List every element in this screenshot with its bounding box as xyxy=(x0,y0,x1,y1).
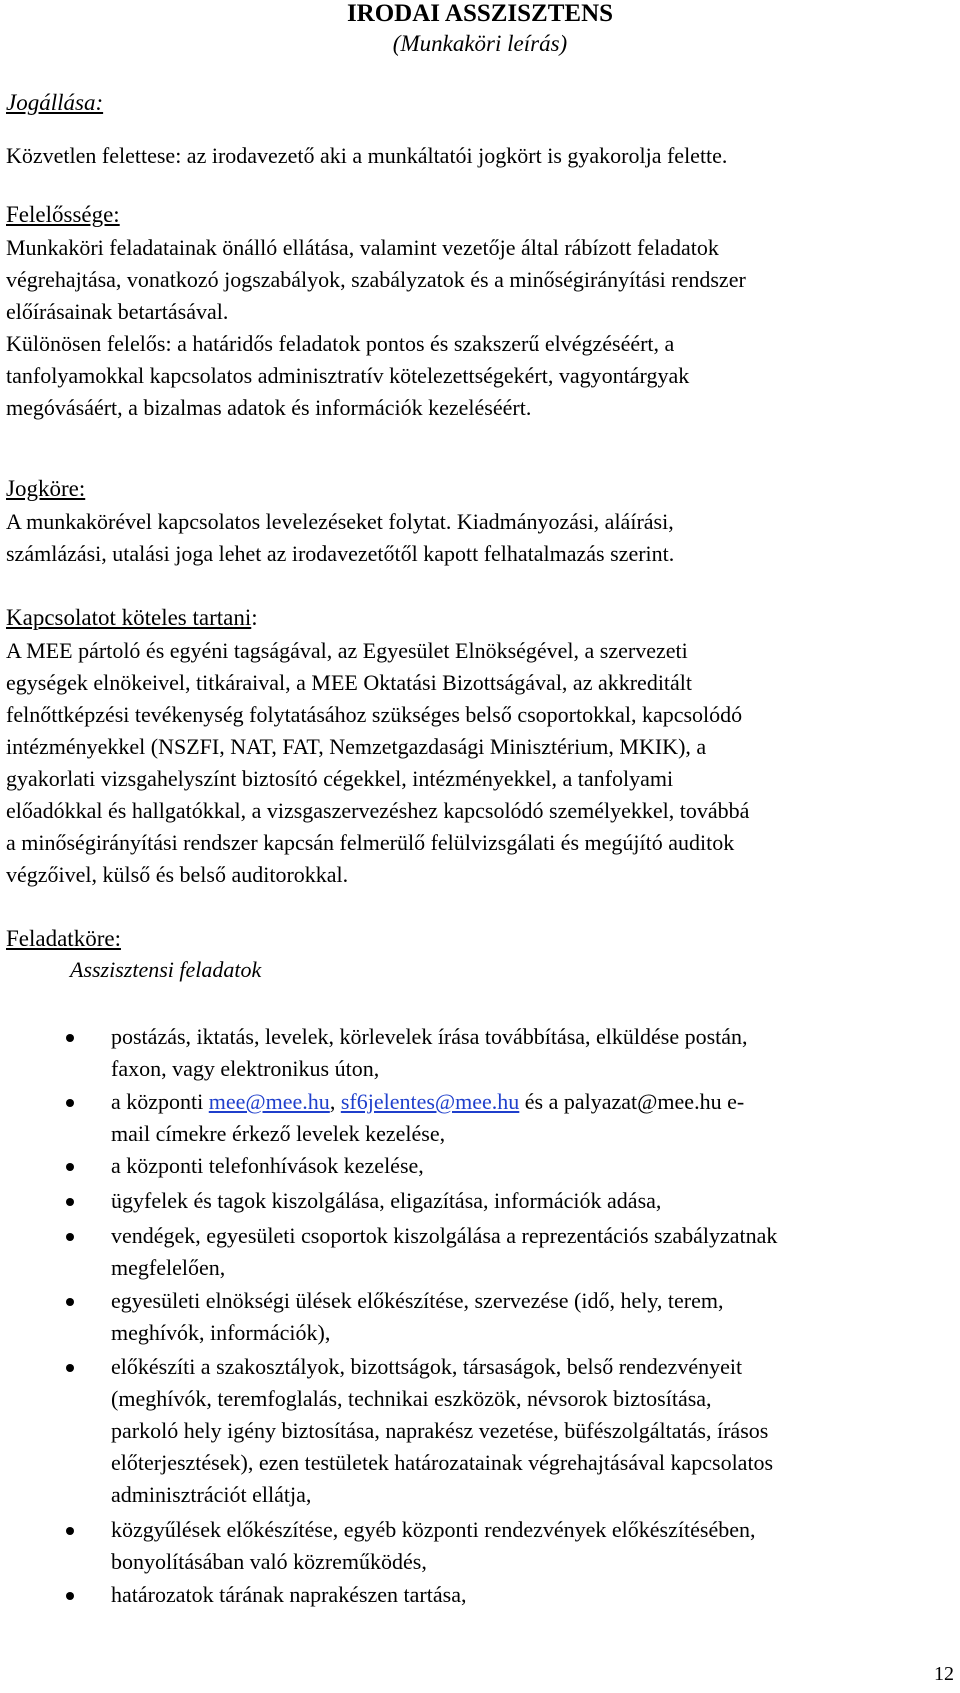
bullet-icon xyxy=(66,1099,74,1107)
text-line: felnőttképzési tevékenység folytatásához szükséges belső csoportokkal, kapcsolódó xyxy=(6,702,743,727)
text-line: végzőivel, külső és belső auditorokkal. xyxy=(6,862,349,887)
text-line: adminisztrációt ellátja, xyxy=(111,1482,312,1507)
text-line: A munkakörével kapcsolatos levelezéseket folytat. Kiadmányozási, aláírási, xyxy=(6,509,674,534)
page-number: 12 xyxy=(934,1663,954,1685)
text-line: előadókkal és hallgatókkal, a vizsgaszervezéshez kapcsolódó személyekkel, továbbá xyxy=(6,798,750,823)
text-prefix: a központi xyxy=(111,1089,209,1114)
bullet-icon xyxy=(66,1527,74,1535)
text-line: mail címekre érkező levelek kezelése, xyxy=(111,1121,446,1146)
text-suffix: és a palyazat@mee.hu e- xyxy=(519,1089,745,1114)
text-line: egyesületi elnökségi ülések előkészítése, szervezése (idő, hely, terem, xyxy=(111,1288,724,1313)
email-link-sf6jelentes[interactable]: sf6jelentes@mee.hu xyxy=(340,1089,520,1114)
text-line: A MEE pártoló és egyéni tagságával, az Egyesület Elnökségével, a szervezeti xyxy=(6,638,688,663)
text-line: bonyolításában való közreműködés, xyxy=(111,1549,427,1574)
heading-jogallasa: Jogállása: xyxy=(6,90,104,115)
text-line: megfelelően, xyxy=(111,1255,226,1280)
text-line: egységek elnökeivel, titkáraival, a MEE Oktatási Bizottságával, az akkreditált xyxy=(6,670,693,695)
text-line: postázás, iktatás, levelek, körlevelek írása továbbítása, elküldése postán, xyxy=(111,1024,748,1049)
text-line: ügyfelek és tagok kiszolgálása, eligazítása, információk adása, xyxy=(111,1188,662,1213)
heading-kapcsolat-colon: : xyxy=(251,605,258,630)
text-line: határozatok tárának naprakészen tartása, xyxy=(111,1582,467,1607)
text-line xyxy=(111,1086,744,1118)
text-line: a minőségirányítási rendszer kapcsán felmerülő felülvizsgálati és megújító auditok xyxy=(6,830,735,855)
text-line: előírásainak betartásával. xyxy=(6,299,229,324)
text-line: végrehajtása, vonatkozó jogszabályok, szabályzatok és a minőségirányítási rendszer xyxy=(6,267,746,292)
subheading-asszisztensi: Asszisztensi feladatok xyxy=(70,957,262,982)
text-line: meghívók, információk), xyxy=(111,1320,331,1345)
list-item-text xyxy=(111,1086,744,1150)
page-title: IRODAI ASSZISZTENS xyxy=(346,0,614,27)
text-line: faxon, vagy elektronikus úton, xyxy=(111,1056,380,1081)
heading-kapcsolat-text: Kapcsolatot köteles tartani xyxy=(6,605,252,630)
list-item-text xyxy=(111,1021,748,1085)
text-line: (meghívók, teremfoglalás, technikai eszközök, névsorok biztosítása, xyxy=(111,1386,712,1411)
text-line: tanfolyamokkal kapcsolatos adminisztratív kötelezettségekért, vagyontárgyak xyxy=(6,363,690,388)
heading-jogkore: Jogköre: xyxy=(6,476,86,501)
text-line: előkészíti a szakosztályok, bizottságok, társaságok, belső rendezvényeit xyxy=(111,1354,743,1379)
text-line: megóvásáért, a bizalmas adatok és információk kezeléséért. xyxy=(6,395,532,420)
email-link-mee[interactable]: mee@mee.hu xyxy=(208,1089,330,1114)
list-item-text xyxy=(111,1351,773,1511)
list-item-text xyxy=(111,1220,777,1284)
text-line: Munkaköri feladatainak önálló ellátása, valamint vezetője által rábízott feladatok xyxy=(6,235,719,260)
text-line: gyakorlati vizsgahelyszínt biztosító cégekkel, intézményekkel, a tanfolyami xyxy=(6,766,674,791)
text-line: Közvetlen felettese: az irodavezető aki a munkáltatói jogkört is gyakorolja felette. xyxy=(6,143,728,168)
text-separator: , xyxy=(329,1089,341,1114)
heading-feladatkore: Feladatköre: xyxy=(6,926,121,951)
bullet-icon xyxy=(66,1364,74,1372)
text-line: előterjesztések), ezen testületek határozatainak végrehajtásával kapcsolatos xyxy=(111,1450,774,1475)
text-line: számlázási, utalási joga lehet az irodavezetőtől kapott felhatalmazás szerint. xyxy=(6,541,675,566)
bullet-icon xyxy=(66,1233,74,1241)
bullet-icon xyxy=(66,1163,74,1171)
bullet-icon xyxy=(66,1034,74,1042)
text-line: vendégek, egyesületi csoportok kiszolgálása a reprezentációs szabályzatnak xyxy=(111,1223,778,1248)
text-line: Különösen felelős: a határidős feladatok pontos és szakszerű elvégzéséért, a xyxy=(6,331,675,356)
heading-felelossege: Felelőssége: xyxy=(6,202,120,227)
list-item-text xyxy=(111,1579,466,1611)
text-line: parkoló hely igény biztosítása, naprakész vezetése, büfészolgáltatás, írásos xyxy=(111,1418,769,1443)
text-line: a központi telefonhívások kezelése, xyxy=(111,1153,424,1178)
paragraph-kapcsolat xyxy=(6,635,749,891)
paragraph-jogallasa xyxy=(6,140,727,172)
paragraph-felelossege xyxy=(6,232,746,424)
paragraph-jogkore xyxy=(6,506,674,570)
text-line: közgyűlések előkészítése, egyéb központi rendezvények előkészítésében, xyxy=(111,1517,756,1542)
bullet-icon xyxy=(66,1198,74,1206)
list-item-text xyxy=(111,1185,661,1217)
bullet-icon xyxy=(66,1298,74,1306)
text-line: intézményekkel (NSZFI, NAT, FAT, Nemzetgazdasági Minisztérium, MKIK), a xyxy=(6,734,707,759)
page-subtitle: (Munkaköri leírás) xyxy=(392,31,568,56)
list-item-text xyxy=(111,1514,755,1578)
list-item-text xyxy=(111,1150,424,1182)
bullet-icon xyxy=(66,1592,74,1600)
heading-kapcsolat xyxy=(6,603,258,633)
list-item-text xyxy=(111,1285,724,1349)
